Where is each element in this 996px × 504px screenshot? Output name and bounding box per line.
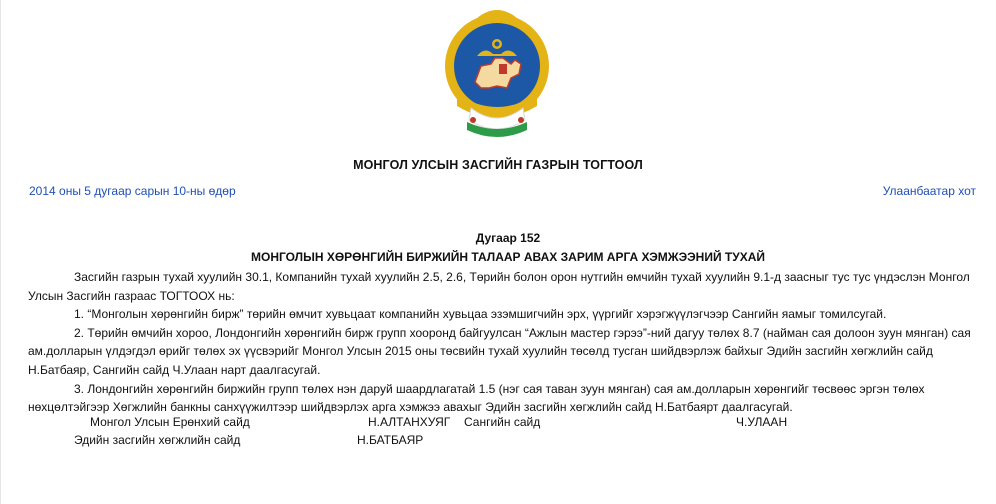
signature-econ-name: Н.БАТБАЯР: [357, 433, 424, 447]
signature-finance-title: Сангийн сайд: [464, 415, 541, 429]
signature-econ-title: Эдийн засгийн хөгжлийн сайд: [74, 433, 241, 447]
resolution-body: [28, 268, 980, 417]
document-title: МОНГОЛ УЛСЫН ЗАСГИЙН ГАЗРЫН ТОГТООЛ: [353, 158, 643, 172]
state-emblem-icon: [441, 8, 553, 140]
document-place: Улаанбаатар хот: [882, 184, 976, 198]
signature-finance-name: Ч.УЛААН: [736, 415, 788, 429]
signature-pm-title: Монгол Улсын Ерөнхий сайд: [90, 415, 250, 429]
clause-1-paragraph: 1. “Монголын хөрөнгийн бирж” төрийн өмчит хувьцаат компанийн хувьцаа эзэмшигчийн эрх, үүргийг хэрэгжүүлэгчээр Сангийн яамыг томилсугай.: [74, 307, 887, 322]
clause-2-paragraph: 2. Төрийн өмчийн хороо, Лондонгийн хөрөнгийн бирж групп хооронд байгуулсан “Ажлын мастер гэрээ”-ний дагуу төлөх 8.7 (найман сая долоон зуун мянган) сая ам.долларын үлдэгдэл өрийг төлөх эх үүсвэрийг Монгол Улсын 2015 оны төсвийн тухай хуулийн төсөлд тусган шийдвэрлэж байхыг Эдийн засгийн хөгжлийн сайд Н.Батбаяр, Сангийн сайд Ч.Улаан нарт даалгасугай.: [28, 325, 971, 377]
preamble-paragraph: Засгийн газрын тухай хуулийн 30.1, Компанийн тухай хуулийн 2.5, 2.6, Төрийн болон орон нутгийн өмчийн тухай хуулийн 9.1-д заасныг тус тус үндэслэн Монгол Улсын Засгийн газраас ТОГТООХ нь:: [28, 270, 970, 303]
clause-3-paragraph: 3. Лондонгийн хөрөнгийн биржийн групп төлөх нэн даруй шаардлагатай 1.5 (нэг сая таван зуун мянган) сая ам.долларын хөрөнгийг төсвөөс эргэн төлөх нөхцөлтэйгээр Хөгжлийн банкны санхүүжилтээр шийдвэрлэх арга хэмжээ авахыг Эдийн засгийн хөгжлийн сайд Н.Батбаярт даалгасугай.: [28, 381, 925, 415]
resolution-subject: МОНГОЛЫН ХӨРӨНГИЙН БИРЖИЙН ТАЛААР АВАХ ЗАРИМ АРГА ХЭМЖЭЭНИЙ ТУХАЙ: [250, 250, 765, 264]
document-date: 2014 оны 5 дугаар сарын 10-ны өдөр: [29, 184, 236, 198]
resolution-number: Дугаар 152: [475, 231, 541, 245]
signature-pm-name: Н.АЛТАНХУЯГ: [368, 415, 451, 429]
